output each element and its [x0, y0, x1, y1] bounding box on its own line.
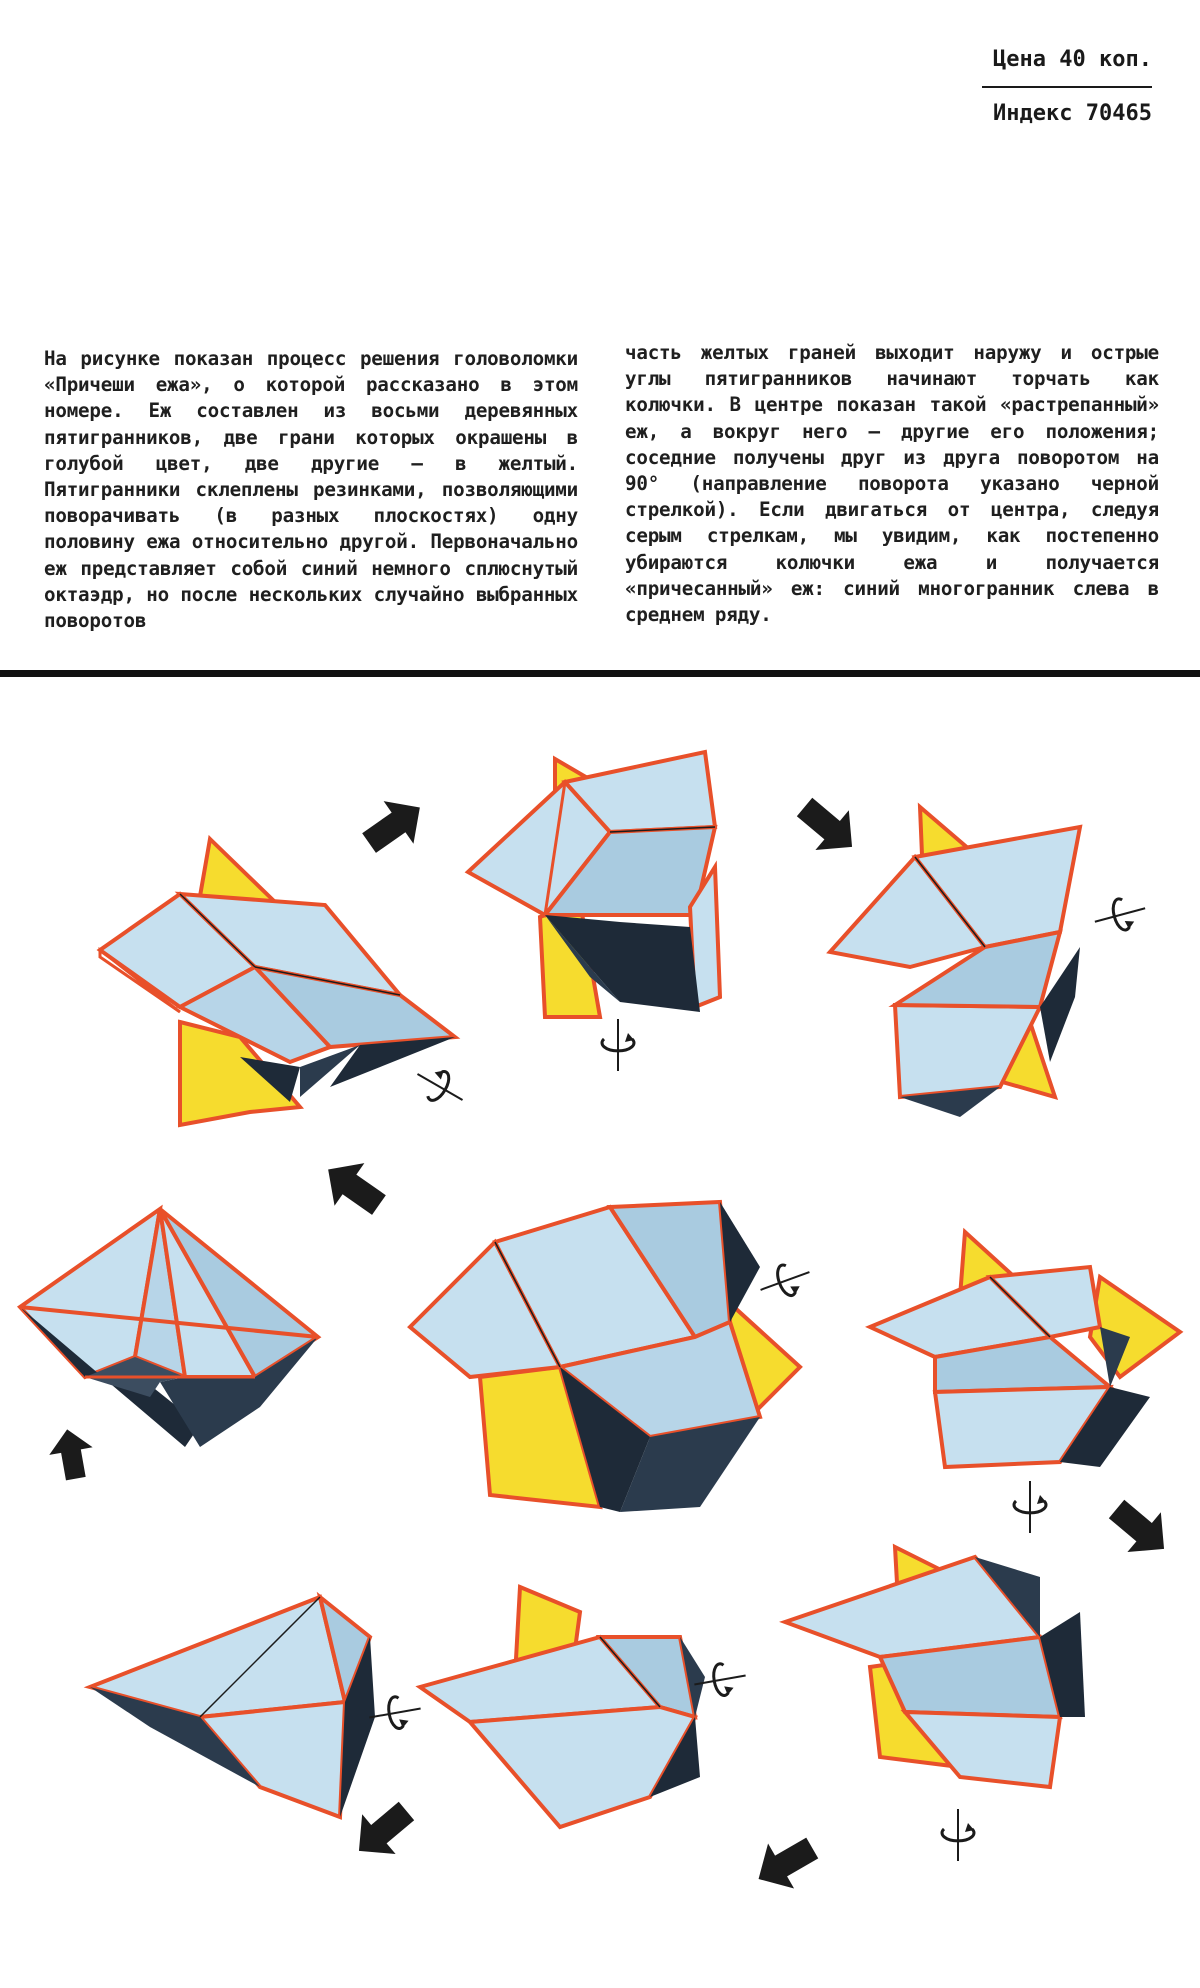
arrow-down-right — [788, 787, 869, 867]
rotation-axis-icon-middle-right — [1014, 1481, 1046, 1533]
arrow-up-left — [313, 1148, 394, 1226]
rotation-axis-icon-bottom-right — [942, 1809, 974, 1861]
rotation-axis-icon-top-right — [1091, 893, 1150, 937]
figure-bottom-left — [90, 1597, 423, 1817]
figure-bottom-right — [785, 1547, 1085, 1861]
illustration-svg — [0, 677, 1200, 1988]
arrow-left — [746, 1825, 826, 1901]
figure-middle-left-combed — [20, 1209, 318, 1447]
section-divider — [0, 670, 1200, 677]
rotation-axis-icon-center — [755, 1257, 815, 1305]
figure-top-right — [830, 807, 1149, 1117]
arrow-up — [45, 1426, 97, 1483]
arrow-down-left — [342, 1791, 423, 1871]
price-divider — [982, 86, 1152, 88]
price-index-block — [982, 44, 1152, 130]
price-label: Цена 40 коп. — [993, 47, 1152, 72]
article-column-2: часть желтых граней выходит наружу и острые углы пятигранников начинают торчать как колючки. В центре показан такой «растрепанный» еж, а вокруг него — другие его положения; соседние получены друг из друга поворотом на 90° (направление поворота указано черной стрелкой). Если двигаться от центра, следуя серым стрелкам, мы увидим, как постепенно убираются колючки ежа и получается «причесанный» еж: синий многогранник слева в среднем ряду. — [625, 341, 1159, 627]
article-text — [44, 341, 1159, 634]
article-column-1: На рисунке показан процесс решения головоломки «Причеши ежа», о которой рассказано в этом номере. Еж составлен из восьми деревянных пятигранников, две грани которых окрашены в голубой цвет, две другие — в желтый. Пятигранники склеплены резинками, позволяющими поворачивать (в разных плоскостях) одну половину ежа относительно другой. Первоначально еж представляет собой синий немного сплюснутый октаэдр, но после нескольких случайно выбранных поворотов — [44, 347, 578, 633]
figure-top-left — [100, 839, 471, 1125]
index-label: Индекс 70465 — [993, 101, 1152, 126]
rotation-axis-icon-top-left — [409, 1060, 470, 1114]
arrow-up-right — [354, 786, 435, 864]
arrow-down-right-2 — [1100, 1489, 1181, 1569]
hedgehog-puzzle-illustration — [0, 677, 1200, 1988]
rotation-axis-icon-bottom-left — [367, 1693, 424, 1734]
figure-center-tousled — [410, 1202, 815, 1512]
rotation-axis-icon-top-center — [602, 1019, 634, 1071]
figure-bottom-center — [420, 1587, 748, 1827]
figure-middle-right — [870, 1232, 1180, 1533]
figure-top-center — [468, 752, 720, 1071]
